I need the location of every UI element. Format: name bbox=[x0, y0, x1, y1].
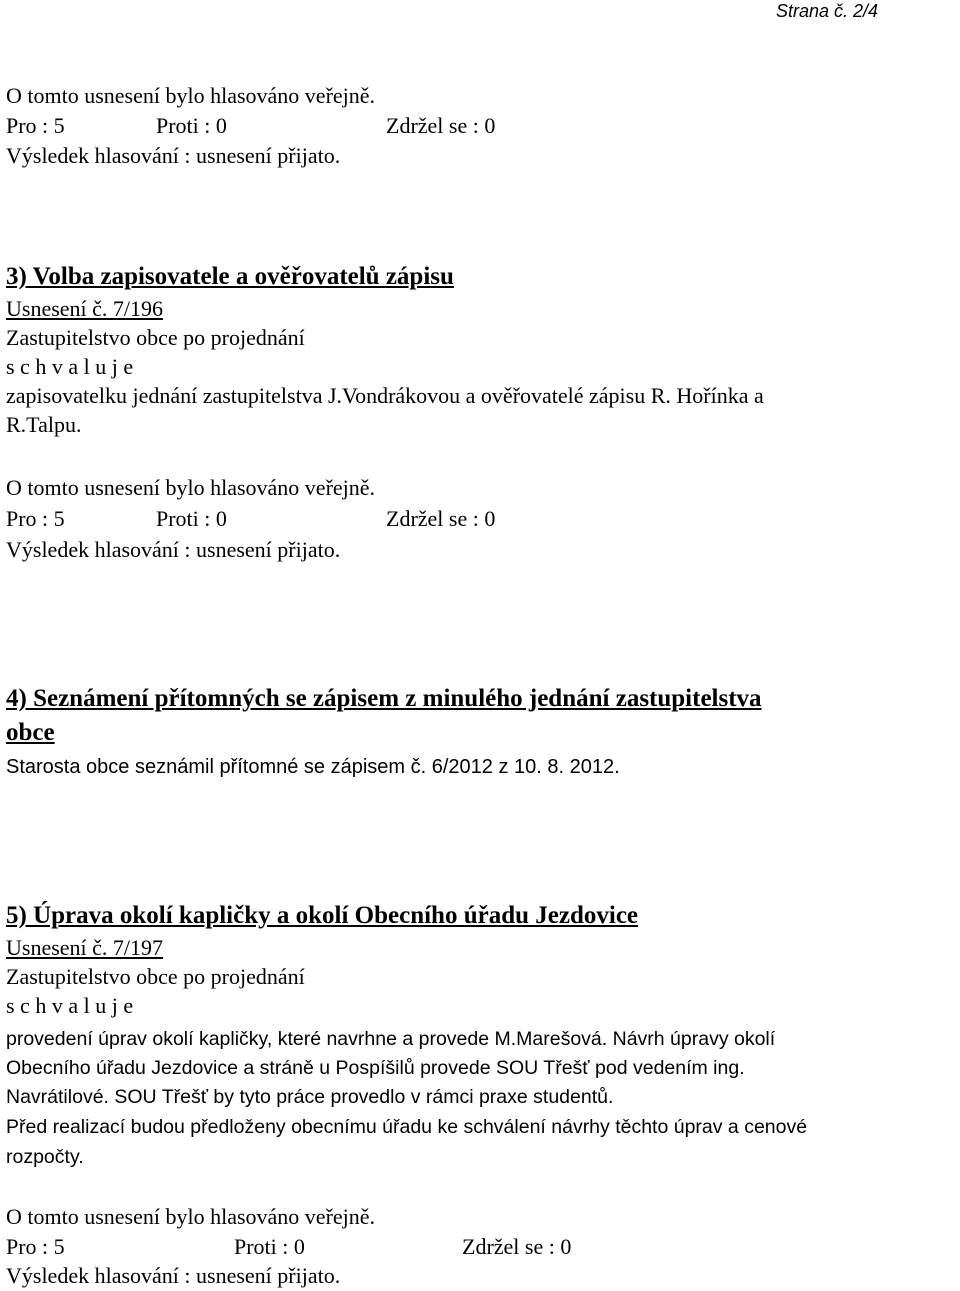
vote-proti: Proti : 0 bbox=[234, 1234, 305, 1259]
resolution-text-line: Obecního úřadu Jezdovice a stráně u Pospíšilů provede SOU Třešť pod vedením ing. bbox=[6, 1057, 745, 1079]
item-heading: 4) Seznámení přítomných se zápisem z minulého jednání zastupitelstva bbox=[6, 685, 762, 712]
resolution-number: Usnesení č. 7/197 bbox=[6, 935, 164, 960]
vote-pro: Pro : 5 bbox=[6, 506, 65, 531]
vote-proti: Proti : 0 bbox=[156, 113, 227, 138]
item-heading-continued: obce bbox=[6, 719, 55, 746]
vote-result: Výsledek hlasování : usnesení přijato. bbox=[6, 1263, 341, 1288]
item-heading: 3) Volba zapisovatele a ověřovatelů zápisu bbox=[6, 263, 454, 290]
vote-result: Výsledek hlasování : usnesení přijato. bbox=[6, 537, 341, 562]
vote-pro: Pro : 5 bbox=[6, 1234, 65, 1259]
council-statement: Zastupitelstvo obce po projednání bbox=[6, 964, 305, 989]
vote-zdrzel: Zdržel se : 0 bbox=[462, 1234, 572, 1259]
vote-counts bbox=[6, 504, 706, 534]
resolution-number: Usnesení č. 7/196 bbox=[6, 296, 164, 321]
resolution-text-line: rozpočty. bbox=[6, 1146, 84, 1168]
vote-public-text: O tomto usnesení bylo hlasováno veřejně. bbox=[6, 83, 376, 108]
vote-result: Výsledek hlasování : usnesení přijato. bbox=[6, 143, 341, 168]
approves-label: s c h v a l u j e bbox=[6, 993, 134, 1018]
resolution-text-line: Před realizací budou předloženy obecnímu úřadu ke schválení návrhy těchto úprav a cenové bbox=[6, 1116, 808, 1138]
resolution-text-line: Navrátilové. SOU Třešť by tyto práce provedlo v rámci praxe studentů. bbox=[6, 1086, 614, 1108]
vote-public-text: O tomto usnesení bylo hlasováno veřejně. bbox=[6, 1204, 376, 1229]
resolution-text-line: zapisovatelku jednání zastupitelstva J.Vondrákovou a ověřovatelé zápisu R. Hořínka a bbox=[6, 383, 764, 408]
vote-proti: Proti : 0 bbox=[156, 506, 227, 531]
vote-pro: Pro : 5 bbox=[6, 113, 65, 138]
page-number: Strana č. 2/4 bbox=[775, 1, 878, 21]
vote-counts bbox=[6, 1232, 706, 1262]
council-statement: Zastupitelstvo obce po projednání bbox=[6, 325, 305, 350]
vote-counts bbox=[6, 111, 706, 141]
resolution-text-line: provedení úprav okolí kapličky, které navrhne a provede M.Marešová. Návrh úpravy okolí bbox=[6, 1028, 776, 1050]
vote-public-text: O tomto usnesení bylo hlasováno veřejně. bbox=[6, 475, 376, 500]
vote-zdrzel: Zdržel se : 0 bbox=[386, 113, 496, 138]
item-text: Starosta obce seznámil přítomné se zápisem č. 6/2012 z 10. 8. 2012. bbox=[6, 756, 620, 778]
approves-label: s c h v a l u j e bbox=[6, 354, 134, 379]
resolution-text-line: R.Talpu. bbox=[6, 412, 82, 437]
vote-zdrzel: Zdržel se : 0 bbox=[386, 506, 496, 531]
item-heading: 5) Úprava okolí kapličky a okolí Obecního úřadu Jezdovice bbox=[6, 902, 639, 929]
